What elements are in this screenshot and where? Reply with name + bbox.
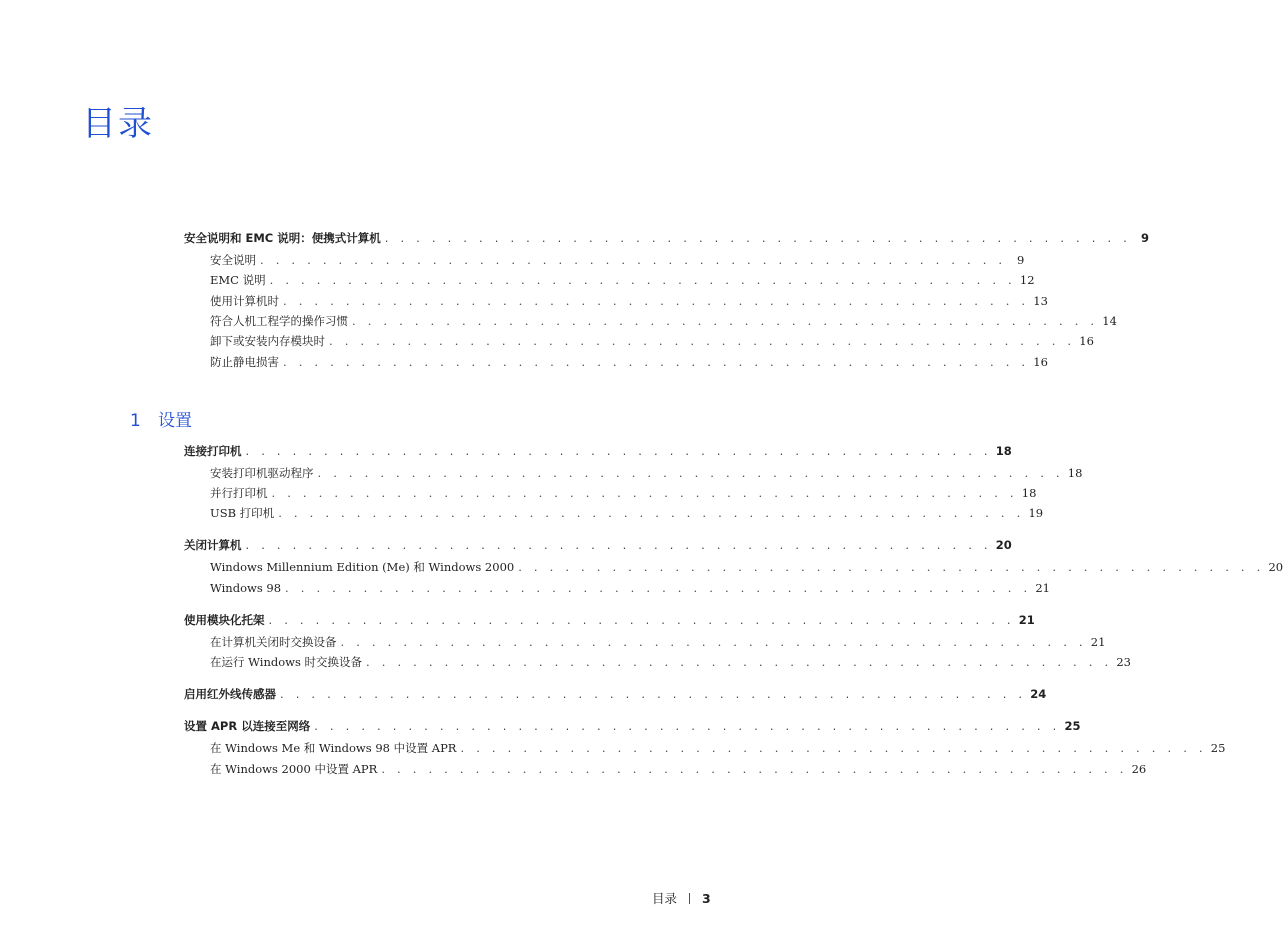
toc-item[interactable]	[210, 313, 1117, 329]
toc-label: 关闭计算机	[184, 538, 242, 552]
toc-label: 在计算机关闭时交换设备	[210, 635, 337, 649]
toc-item[interactable]	[210, 252, 1025, 268]
toc-page-number: 19	[1028, 506, 1044, 520]
toc-label: 防止静电损害	[210, 355, 279, 369]
dot-leader: . . . . . . . . . . . . . . . . . . . . . . . . . . . . . . . . . . . . . . . . . . . . . . . .	[280, 687, 1027, 701]
dot-leader: . . . . . . . . . . . . . . . . . . . . . . . . . . . . . . . . . . . . . . . . . . . . . . . .	[271, 486, 1018, 500]
dot-leader: . . . . . . . . . . . . . . . . . . . . . . . . . . . . . . . . . . . . . . . . . . . . . . . .	[283, 355, 1030, 369]
toc-page-number: 9	[1016, 253, 1025, 267]
dot-leader: . . . . . . . . . . . . . . . . . . . . . . . . . . . . . . . . . . . . . . . . . . . . . . . .	[352, 314, 1099, 328]
toc-page-number: 18	[1021, 486, 1037, 500]
toc-page-number: 25	[1064, 719, 1081, 733]
dot-leader: . . . . . . . . . . . . . . . . . . . . . . . . . . . . . . . . . . . . . . . . . . . . . . . .	[269, 273, 1016, 287]
toc-label: USB 打印机	[210, 506, 275, 520]
chapter-title: 设置	[158, 411, 192, 431]
toc-label: Windows Millennium Edition (Me) 和 Windows 2000	[210, 560, 515, 574]
dot-leader: . . . . . . . . . . . . . . . . . . . . . . . . . . . . . . . . . . . . . . . . . . . . . . . .	[260, 253, 1007, 267]
toc-page-number: 18	[1067, 466, 1083, 480]
toc-page-number: 26	[1131, 762, 1147, 776]
toc-label: 在运行 Windows 时交换设备	[210, 655, 363, 669]
page-title: 目录	[82, 104, 154, 144]
toc-item[interactable]	[210, 293, 1048, 309]
toc-item[interactable]	[210, 272, 1035, 288]
toc-page-number: 21	[1090, 635, 1106, 649]
toc-heading[interactable]	[184, 443, 1012, 459]
toc-page-number: 12	[1019, 273, 1035, 287]
toc-heading[interactable]	[184, 537, 1012, 553]
toc-label: EMC 说明	[210, 273, 266, 287]
dot-leader: . . . . . . . . . . . . . . . . . . . . . . . . . . . . . . . . . . . . . . . . . . . . . . . .	[283, 294, 1030, 308]
dot-leader: . . . . . . . . . . . . . . . . . . . . . . . . . . . . . . . . . . . . . . . . . . . . . . . .	[245, 538, 992, 552]
toc-page-number: 18	[995, 444, 1012, 458]
toc-label: 并行打印机	[210, 486, 268, 500]
toc-item[interactable]	[210, 505, 1044, 521]
dot-leader: . . . . . . . . . . . . . . . . . . . . . . . . . . . . . . . . . . . . . . . . . . . . . . . .	[329, 334, 1076, 348]
dot-leader: . . . . . . . . . . . . . . . . . . . . . . . . . . . . . . . . . . . . . . . . . . . . . . . .	[278, 506, 1025, 520]
dot-leader: . . . . . . . . . . . . . . . . . . . . . . . . . . . . . . . . . . . . . . . . . . . . . . . .	[340, 635, 1087, 649]
toc-heading[interactable]	[184, 686, 1047, 702]
toc-label: 连接打印机	[184, 444, 242, 458]
toc-page-number: 25	[1210, 741, 1226, 755]
dot-leader: . . . . . . . . . . . . . . . . . . . . . . . . . . . . . . . . . . . . . . . . . . . . . . . .	[245, 444, 992, 458]
toc-page-number: 21	[1018, 613, 1035, 627]
toc-label: 使用模块化托架	[184, 613, 265, 627]
toc-item[interactable]	[210, 354, 1048, 370]
toc-item[interactable]	[210, 761, 1147, 777]
toc-page-number: 14	[1102, 314, 1117, 328]
toc-label: 安全说明和 EMC 说明：便携式计算机	[184, 231, 381, 245]
chapter-number: 1	[130, 411, 141, 431]
toc-page-number: 20	[995, 538, 1012, 552]
toc-label: 卸下或安装内存模块时	[210, 334, 325, 348]
dot-leader: . . . . . . . . . . . . . . . . . . . . . . . . . . . . . . . . . . . . . . . . . . . . . . . .	[268, 613, 1015, 627]
toc-page-number: 24	[1030, 687, 1047, 701]
dot-leader: . . . . . . . . . . . . . . . . . . . . . . . . . . . . . . . . . . . . . . . . . . . . . . . .	[384, 231, 1132, 245]
toc-label: 启用红外线传感器	[184, 687, 276, 701]
toc-item[interactable]	[210, 485, 1037, 501]
toc-heading[interactable]	[184, 718, 1081, 734]
page-footer	[652, 889, 711, 907]
dot-leader: . . . . . . . . . . . . . . . . . . . . . . . . . . . . . . . . . . . . . . . . . . . . . . . .	[366, 655, 1113, 669]
toc-item[interactable]	[210, 634, 1106, 650]
dot-leader: . . . . . . . . . . . . . . . . . . . . . . . . . . . . . . . . . . . . . . . . . . . . . . . .	[317, 466, 1064, 480]
footer-divider	[689, 893, 690, 904]
toc-label: 安全说明	[210, 253, 256, 267]
toc-item[interactable]	[210, 465, 1083, 481]
toc-heading-safety[interactable]	[184, 230, 1150, 246]
dot-leader: . . . . . . . . . . . . . . . . . . . . . . . . . . . . . . . . . . . . . . . . . . . . . . . .	[518, 560, 1265, 574]
toc-label: 符合人机工程学的操作习惯	[210, 314, 348, 328]
footer-label: 目录	[652, 891, 678, 906]
toc-item[interactable]	[210, 559, 1283, 575]
chapter-heading[interactable]	[130, 406, 192, 431]
dot-leader: . . . . . . . . . . . . . . . . . . . . . . . . . . . . . . . . . . . . . . . . . . . . . . . .	[381, 762, 1128, 776]
dot-leader: . . . . . . . . . . . . . . . . . . . . . . . . . . . . . . . . . . . . . . . . . . . . . . . .	[314, 719, 1061, 733]
toc-label: 在 Windows 2000 中设置 APR	[210, 762, 378, 776]
toc-page-number: 13	[1033, 294, 1048, 308]
toc-label: Windows 98	[210, 581, 282, 595]
toc-label: 在 Windows Me 和 Windows 98 中设置 APR	[210, 741, 457, 755]
toc-item[interactable]	[210, 333, 1094, 349]
toc-heading[interactable]	[184, 612, 1035, 628]
toc-page-number: 21	[1035, 581, 1050, 595]
toc-item[interactable]	[210, 580, 1050, 596]
toc-page-number: 9	[1141, 231, 1150, 245]
toc-item[interactable]	[210, 654, 1131, 670]
toc-label: 使用计算机时	[210, 294, 279, 308]
dot-leader: . . . . . . . . . . . . . . . . . . . . . . . . . . . . . . . . . . . . . . . . . . . . . . . .	[285, 581, 1032, 595]
dot-leader: . . . . . . . . . . . . . . . . . . . . . . . . . . . . . . . . . . . . . . . . . . . . . . . .	[460, 741, 1207, 755]
toc-label: 设置 APR 以连接至网络	[184, 719, 311, 733]
toc-label: 安装打印机驱动程序	[210, 466, 314, 480]
toc-item[interactable]	[210, 740, 1226, 756]
toc-page-number: 16	[1079, 334, 1094, 348]
toc-page-number: 23	[1116, 655, 1131, 669]
toc-page-number: 20	[1268, 560, 1283, 574]
toc-page-number: 16	[1033, 355, 1048, 369]
footer-page-number: 3	[702, 890, 711, 906]
